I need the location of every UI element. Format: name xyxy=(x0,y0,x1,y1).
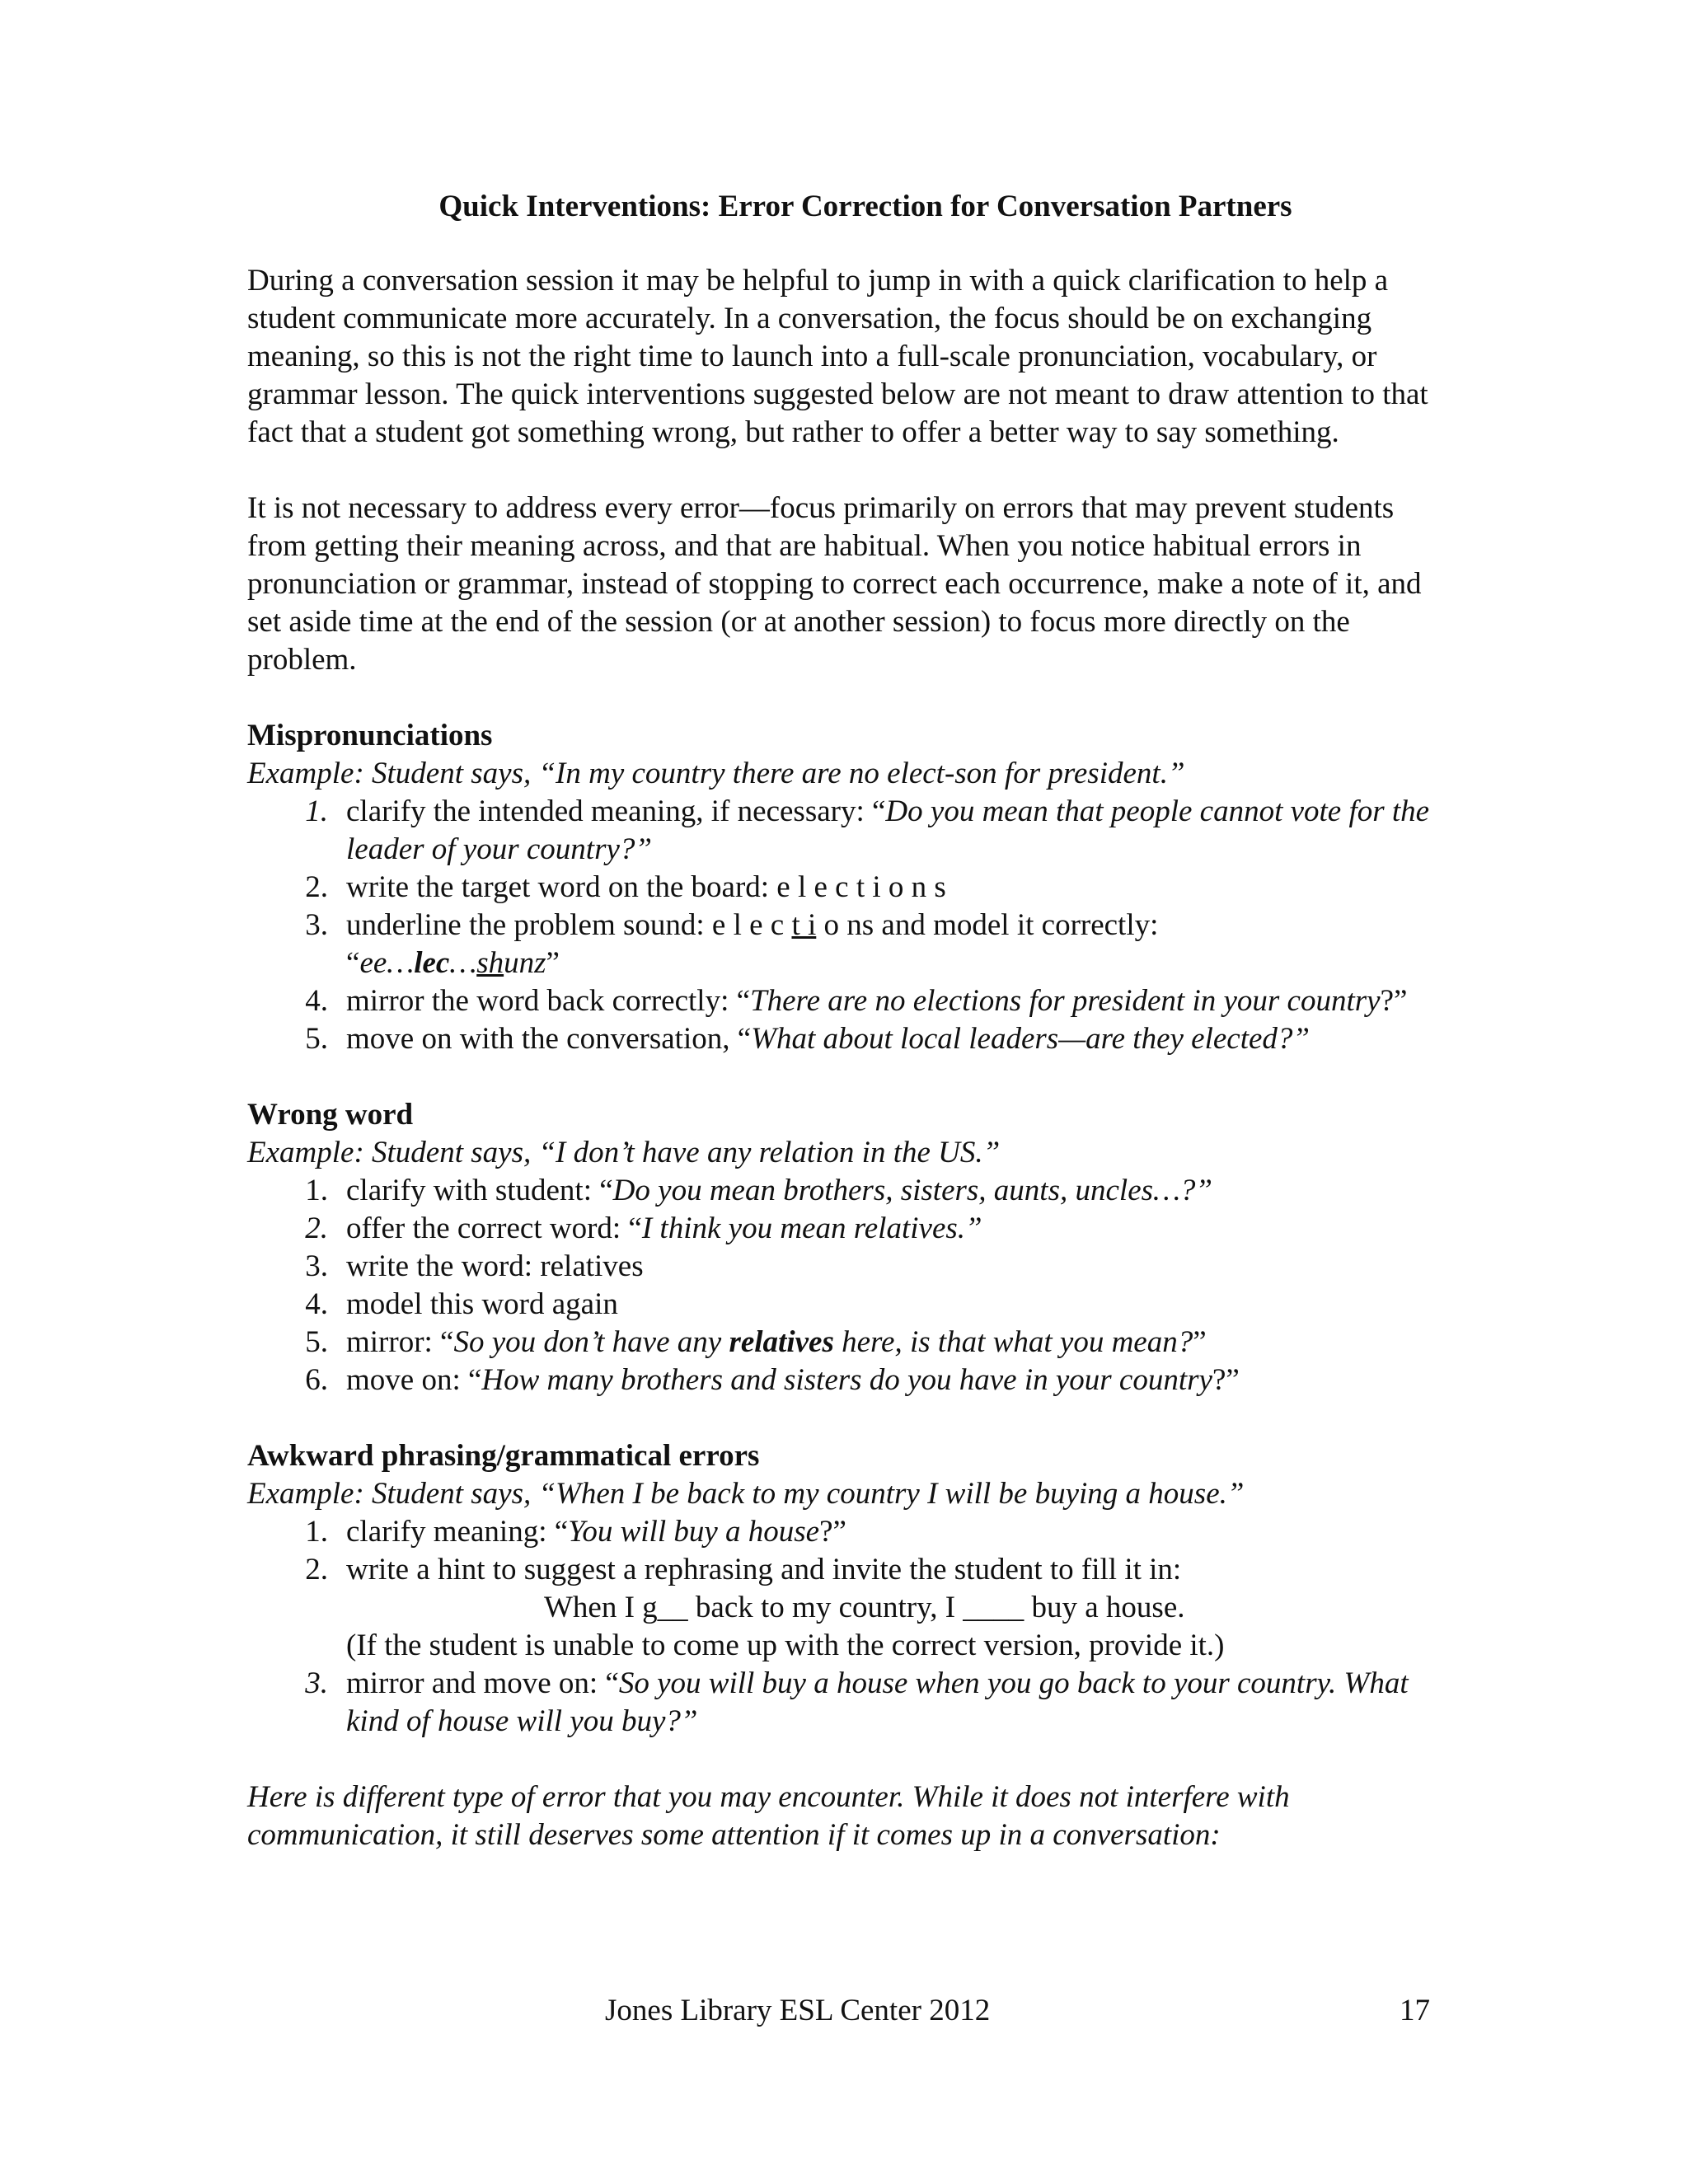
list-item xyxy=(247,1210,1451,1248)
item-text: clarify with student: “ xyxy=(346,1174,613,1207)
item-text: underline the problem sound: e l e c xyxy=(346,908,792,942)
item-text: clarify the intended meaning, if necessary: “ xyxy=(346,794,886,828)
item-number: 1. xyxy=(305,794,328,828)
section-awkward-phrasing xyxy=(247,1437,1451,1741)
item-italic-text: You will buy a house xyxy=(568,1515,820,1549)
item-italic-text: So you will buy a house when you go back to your country. What kind of house will you buy?” xyxy=(346,1666,1409,1738)
section-heading: Mispronunciations xyxy=(247,719,493,752)
item-text: write the target word on the board: e l e c t i o n s xyxy=(346,870,946,904)
list-item xyxy=(247,1020,1451,1058)
item-number: 4. xyxy=(305,984,328,1018)
item-text: mirror the word back correctly: “ xyxy=(346,984,751,1018)
section-heading: Awkward phrasing/grammatical errors xyxy=(247,1439,760,1473)
emphasized-word: relatives xyxy=(729,1325,834,1359)
closing-note: Here is different type of error that you may encounter. While it does not interfere with communication, it still deserves some attention if it comes up in a conversation: xyxy=(247,1780,1290,1852)
page-number: 17 xyxy=(1400,1994,1430,2027)
item-text: write the word: relatives xyxy=(346,1249,644,1283)
section-mispronunciations xyxy=(247,717,1451,1058)
item-number: 1. xyxy=(305,1174,328,1207)
steps-list xyxy=(247,1513,1451,1741)
hint-note: (If the student is unable to come up with the correct version, provide it.) xyxy=(346,1629,1225,1662)
item-number: 3. xyxy=(305,1249,328,1283)
intro-paragraph-1: During a conversation session it may be helpful to jump in with a quick clarification to help a student communicate more accurately. In a conversation, the focus should be on exchanging meaning, so this is not the right time to launch into a full-scale pronunciation, vocabulary, or grammar lesson. The quick interventions suggested below are not meant to draw attention to that fact that a student got something wrong, but rather to offer a better way to say something. xyxy=(247,264,1428,449)
item-italic-text: I think you mean relatives.” xyxy=(641,1212,982,1245)
item-italic-text: So you don’t have any xyxy=(453,1325,729,1359)
footer-text: Jones Library ESL Center 2012 xyxy=(605,1994,991,2027)
list-item xyxy=(247,869,1451,907)
list-item xyxy=(247,1286,1451,1324)
item-text: ?” xyxy=(819,1515,846,1549)
item-italic-text: What about local leaders—are they elected?” xyxy=(751,1022,1310,1056)
list-item xyxy=(247,1172,1451,1210)
pronunciation-part: ee… xyxy=(359,946,415,980)
steps-list xyxy=(247,793,1451,1058)
quote-mark: ” xyxy=(546,946,560,980)
list-item xyxy=(247,907,1451,982)
item-italic-text: How many brothers and sisters do you have in your country xyxy=(481,1363,1212,1397)
list-item xyxy=(247,1665,1451,1741)
list-item xyxy=(247,1513,1451,1551)
example-text: Example: Student says, “In my country there are no elect-son for president.” xyxy=(247,757,1185,790)
item-italic-text: here, is that what you mean? xyxy=(833,1325,1193,1359)
list-item xyxy=(247,1324,1451,1361)
item-number: 3. xyxy=(305,908,328,942)
intro-paragraph-2: It is not necessary to address every error—focus primarily on errors that may prevent students from getting their meaning across, and that are habitual. When you notice habitual errors in pronunciation or grammar, instead of stopping to correct each occurrence, make a note of it, and set aside time at the end of the session (or at another session) to focus more directly on the problem. xyxy=(247,491,1422,677)
section-heading: Wrong word xyxy=(247,1098,414,1132)
item-italic-text: Do you mean that people cannot vote for the leader of your country?” xyxy=(346,794,1430,866)
item-number: 5. xyxy=(305,1325,328,1359)
item-number: 2. xyxy=(305,1212,328,1245)
list-item xyxy=(247,1361,1451,1399)
item-text: mirror and move on: “ xyxy=(346,1666,619,1700)
item-number: 2. xyxy=(305,1553,328,1586)
quote-mark: “ xyxy=(346,946,360,980)
list-item xyxy=(247,1248,1451,1286)
underlined-sound: t i xyxy=(791,908,817,942)
item-number: 5. xyxy=(305,1022,328,1056)
example-text: Example: Student says, “I don’t have any relation in the US.” xyxy=(247,1136,1001,1169)
pronunciation-part: … xyxy=(449,946,477,980)
item-number: 4. xyxy=(305,1287,328,1321)
item-text: offer the correct word: “ xyxy=(346,1212,642,1245)
page-title: Quick Interventions: Error Correction for Conversation Partners xyxy=(438,190,1292,223)
item-text: ” xyxy=(1193,1325,1207,1359)
pronunciation-part: unz xyxy=(504,946,546,980)
item-number: 3. xyxy=(305,1666,328,1700)
item-text: ?” xyxy=(1380,984,1408,1018)
list-item xyxy=(247,793,1451,869)
document-content xyxy=(247,188,1451,1854)
list-item xyxy=(247,982,1451,1020)
list-item xyxy=(247,1551,1451,1665)
item-text: move on: “ xyxy=(346,1363,482,1397)
example-text: Example: Student says, “When I be back to my country I will be buying a house.” xyxy=(247,1477,1245,1511)
item-number: 2. xyxy=(305,870,328,904)
hint-sentence: When I g__ back to my country, I ____ buy a house. xyxy=(544,1591,1185,1624)
item-italic-text: Do you mean brothers, sisters, aunts, uncles…?” xyxy=(612,1174,1212,1207)
pronunciation-underlined: sh xyxy=(476,946,504,980)
pronunciation-stress: lec xyxy=(414,946,450,980)
section-wrong-word xyxy=(247,1096,1451,1399)
item-text: model this word again xyxy=(346,1287,618,1321)
item-text: move on with the conversation, “ xyxy=(346,1022,752,1056)
item-number: 6. xyxy=(305,1363,328,1397)
item-text: mirror: “ xyxy=(346,1325,454,1359)
item-text: clarify meaning: “ xyxy=(346,1515,569,1549)
item-text: write a hint to suggest a rephrasing and invite the student to fill it in: xyxy=(346,1553,1182,1586)
item-number: 1. xyxy=(305,1515,328,1549)
item-text: ?” xyxy=(1212,1363,1240,1397)
item-italic-text: There are no elections for president in your country xyxy=(750,984,1381,1018)
steps-list xyxy=(247,1172,1451,1399)
item-text: o ns and model it correctly: xyxy=(816,908,1159,942)
